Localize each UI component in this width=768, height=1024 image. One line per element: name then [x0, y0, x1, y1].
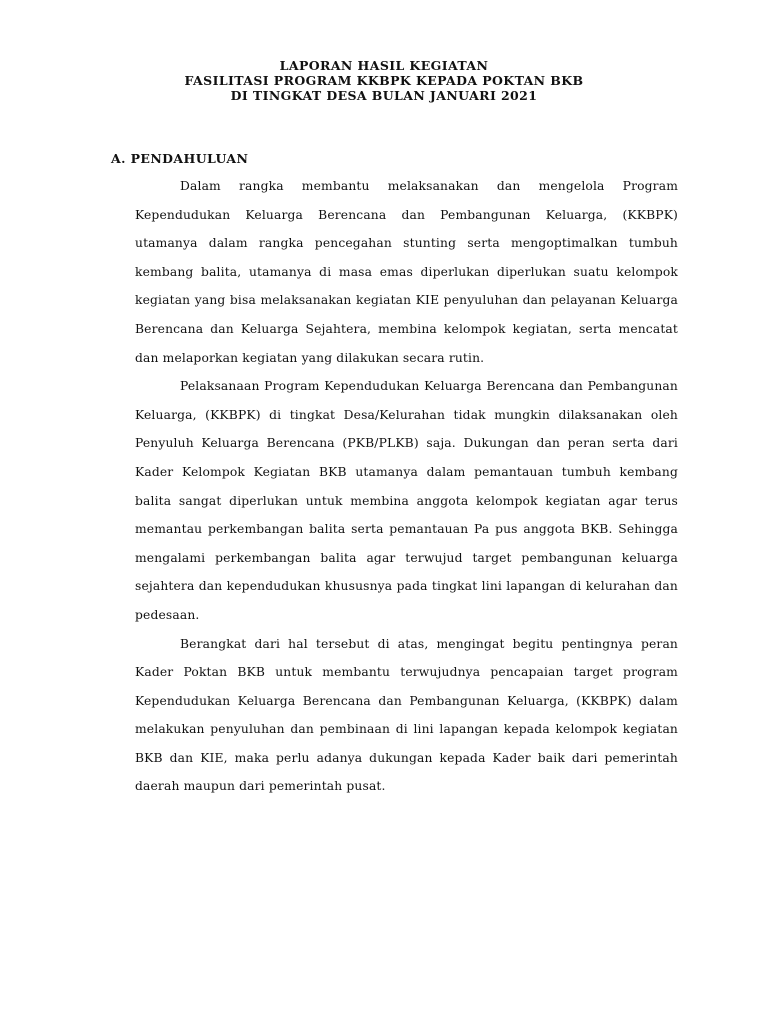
section-body: [135, 172, 678, 801]
title-line-3: DI TINGKAT DESA BULAN JANUARI 2021: [230, 88, 538, 103]
title-line-2: FASILITASI PROGRAM KKBPK KEPADA POKTAN BKB: [184, 73, 584, 88]
title-line-1: LAPORAN HASIL KEGIATAN: [279, 58, 489, 73]
paragraph-2: Pelaksanaan Program Kependudukan Keluarga Berencana dan Pembangunan Keluarga, (KKBPK) di tingkat Desa/Kelurahan tidak mungkin dilaksanakan oleh Penyuluh Keluarga Berencana (PKB/PLKB) saja. Dukungan dan peran serta dari Kader Kelompok Kegiatan BKB utamanya dalam pemantauan tumbuh kembang balita sangat diperlukan untuk membina anggota kelompok kegiatan agar terus memantau perkembangan balita serta pemantauan Pa pus anggota BKB. Sehingga mengalami perkembangan balita agar terwujud target pembangunan keluarga sejahtera dan kependudukan khususnya pada tingkat lini lapangan di kelurahan dan pedesaan.: [135, 379, 678, 622]
report-title: [0, 58, 768, 103]
paragraph-3: Berangkat dari hal tersebut di atas, mengingat begitu pentingnya peran Kader Poktan BKB untuk membantu terwujudnya pencapaian target program Kependudukan Keluarga Berencana dan Pembangunan Keluarga, (KKBPK) dalam melakukan penyuluhan dan pembinaan di lini lapangan kepada kelompok kegiatan BKB dan KIE, maka perlu adanya dukungan kepada Kader baik dari pemerintah daerah maupun dari pemerintah pusat.: [135, 636, 678, 794]
section-heading: A. PENDAHULUAN: [111, 151, 249, 166]
paragraph-1: Dalam rangka membantu melaksanakan dan mengelola Program Kependudukan Keluarga Berencana dan Pembangunan Keluarga, (KKBPK) utamanya dalam rangka pencegahan stunting serta mengoptimalkan tumbuh kembang balita, utamanya di masa emas diperlukan diperlukan suatu kelompok kegiatan yang bisa melaksanakan kegiatan KIE penyuluhan dan pelayanan Keluarga Berencana dan Keluarga Sejahtera, membina kelompok kegiatan, serta mencatat dan melaporkan kegiatan yang dilakukan secara rutin.: [135, 179, 678, 365]
